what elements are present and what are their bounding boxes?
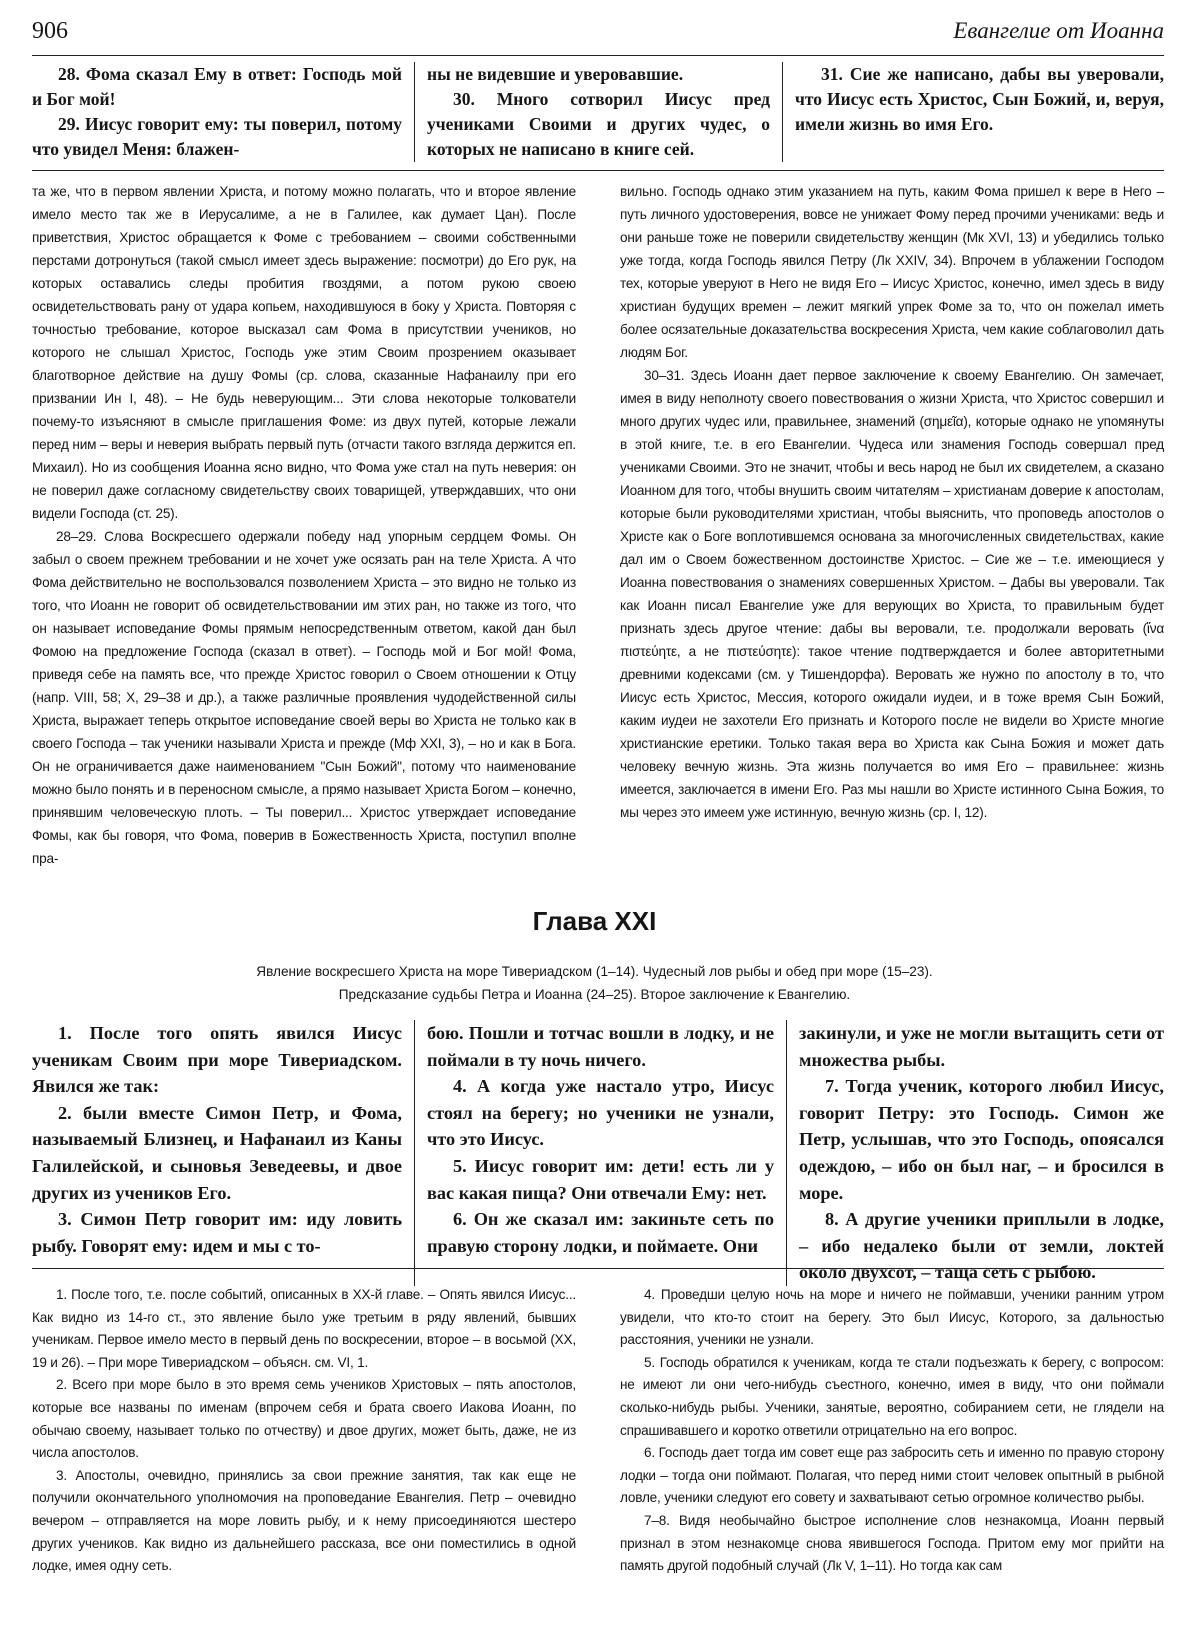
commentary-top (32, 180, 1164, 870)
verse-column-3 (786, 1020, 1164, 1286)
verse-7: 7. Тогда ученик, которого любил Иисус, говорит Петру: это Господь. Симон же Петр, услышав, что это Господь, опоясался одеждою, – ибо он был наг, – и бросился в море. (799, 1076, 1164, 1203)
verse-8: 8. А другие ученики приплыли в лодке, – ибо недалеко были от земли, локтей около двухсот, – таща сеть с рыбою. (799, 1209, 1164, 1283)
verse-3-continued: бою. Пошли и тотчас вошли в лодку, и не поймали в ту ночь ничего. (427, 1023, 774, 1070)
header-rule (32, 55, 1164, 56)
commentary-paragraph: 1. После того, т.е. после событий, описанных в XX-й главе. – Опять явился Иисус... Как видно из 14-го ст., это явление было уже третьим в ряду явлений, бывших ученикам. Первое имело место в первый день по воскресении, второе – в восьмой (XX, 19 и 26). – При море Тивериадском – объясн. см. VI, 1. (32, 1287, 576, 1370)
verse-column-1 (32, 1020, 414, 1286)
verse-column-2 (414, 62, 782, 162)
verse-column-2 (414, 1020, 786, 1286)
verse-column-1 (32, 62, 414, 162)
verse-30: 30. Много сотворил Иисус пред учениками Своими и других чудес, о которых не написано в книге сей. (427, 89, 770, 159)
commentary-paragraph: 7–8. Видя необычайно быстрое исполнение слов незнакомца, Иоанн первый признал в этом незнакомце снова явившегося Господа. Притом ему мог прийти на память другой подобный случай (Лк V, 1–11). Но тогда как сам (620, 1512, 1164, 1574)
verse-4: 4. А когда уже настало утро, Иисус стоял на берегу; но ученики не узнали, что это Иисус. (427, 1076, 774, 1150)
running-title: Евангелие от Иоанна (953, 18, 1164, 43)
commentary-top-left (32, 180, 576, 870)
commentary-paragraph: 5. Господь обратился к ученикам, когда те стали подъезжать к берегу, с вопросом: не имеют ли они чего-нибудь съестного, конечно, имея в виду, что они поймали сколько-нибудь рыбы. Ученики, занятые, вероятно, собиранием сети, не глядели на спрашивавшего и коротко ответили отрицательно на его вопрос. (620, 1354, 1164, 1438)
commentary-paragraph: 4. Проведши целую ночь на море и ничего не поймавши, ученики ранним утром увидели, что кто-то стоит на берегу. Это был Иисус, Которого, за дальностью расстояния, ученики не узнали. (620, 1287, 1164, 1348)
verse-6: 6. Он же сказал им: закиньте сеть по правую сторону лодки, и поймаете. Они (427, 1209, 774, 1256)
commentary-bottom-left (32, 1284, 576, 1578)
chapter-summary-line: Предсказание судьбы Петра и Иоанна (24–25). Второе заключение к Евангелию. (338, 987, 851, 1002)
verse-5: 5. Иисус говорит им: дети! есть ли у вас какая пища? Они отвечали Ему: нет. (427, 1155, 774, 1203)
commentary-paragraph: 2. Всего при море было в это время семь учеников Христовых – пять апостолов, которые все названы по именам (впрочем себя и брата своего Иакова Иоанн, по обычаю своему, называет только по отчеству) и двое других, может быть, даже, не из числа апостолов. (32, 1377, 576, 1461)
scripture-verses-top (32, 62, 1164, 162)
commentary-paragraph: 28–29. Слова Воскресшего одержали победу над упорным сердцем Фомы. Он забыл о своем прежнем требовании и не хочет уже осязать ран на теле Христа. А что Фома действительно не воспользовался позволением Христа – это видно не только из того, что Иоанн не говорит об освидетельствовании им этих ран, но также из того, что он называет исповедание Фомы прямым непосредственным ответом, какой дан был Фомою на предложение Господа (сказал в ответ). – Господь мой и Бог мой! Фома, приведя себе на память все, что прежде Христос говорил о Своем отношении к Отцу (напр. VIII, 58; X, 29–38 и др.), а также различные проявления чудодейственной силы Христа, выражает теперь открытое исповедание своей веры во Христа не только как в своего Господа – так ученики называли Христа и прежде (Мф XXI, 3), – но и как в Бога. Он не ограничивается даже наименованием "Сын Божий", потому что наименование можно было понять и в переносном смысле, а прямо называет Христа Богом – конечно, принявшим человеческую плоть. – Ты поверил... Христос утверждает исповедание Фомы, как бы говоря, что Фома, поверив в Божественность Христа, поступил вполне пра- (32, 529, 576, 866)
verse-6-continued: закинули, и уже не могли вытащить сети от множества рыбы. (799, 1023, 1164, 1070)
verse-31: 31. Сие же написано, дабы вы уверовали, что Иисус есть Христос, Сын Божий, и, веруя, имели жизнь во имя Его. (795, 64, 1164, 134)
scripture-verses-bottom (32, 1020, 1164, 1286)
commentary-paragraph: вильно. Господь однако этим указанием на путь, каким Фома пришел к вере в Него – путь личного удостоверения, вовсе не унижает Фому перед прочими учениками: ведь и они раньше тоже не поверили свидетельству женщин (Мк XVI, 13) и убедились только уже тогда, когда Господь явился Петру (Лк XXIV, 34). Впрочем в ублажении Господом тех, которые уверуют в Него не видя Его – Иисус Христос, конечно, имел здесь в виду христиан будущих времен – лежит мягкий упрек Фоме за то, что он пожелал иметь более осязательные доказательства воскресения Христа, чем какие соблаговолил дать людям Бог. (620, 184, 1164, 360)
verses-rule-bottom (32, 1268, 1164, 1269)
chapter-summary-line: Явление воскресшего Христа на море Тивериадском (1–14). Чудесный лов рыбы и обед при море (15–23). (256, 964, 933, 979)
commentary-paragraph: 6. Господь дает тогда им совет еще раз забросить сеть и именно по правую сторону лодки – тогда они поймают. Полагая, что перед ними стоит человек опытный в рыбной ловле, ученики следуют его совету и захватывают сетью огромное количество рыбы. (620, 1445, 1164, 1506)
commentary-bottom-right (620, 1284, 1164, 1578)
commentary-paragraph: 3. Апостолы, очевидно, принялись за свои прежние занятия, так как еще не получили окончательного уполномочия на проповедание Евангелия. Петр – очевидно вечером – отправляется на море ловить рыбу, и к нему присоединяются шестеро других учеников. Как видно из дальнейшего рассказа, все они поместились в одной лодке, имея одну сеть. (32, 1467, 576, 1574)
verses-rule-top (32, 170, 1164, 171)
verse-3: 3. Симон Петр говорит им: иду ловить рыбу. Говорят ему: идем и мы с то- (32, 1209, 402, 1256)
commentary-paragraph: та же, что в первом явлении Христа, и потому можно полагать, что и второе явление имело место так же в Иерусалиме, а не в Галилее, как думает Цан). После приветствия, Христос обращается к Фоме с требованием – своими собственными перстами дотронуться (такой смысл имеет здесь выражение: посмотри) до Его рук, на которых оставались следы пробития гвоздями, а потом рукою своею освидетельствовать рану от удара копьем, находившуюся в боку у Христа. Повторяя с точностью требование, которое высказал сам Фома в присутствии учеников, но которого не слышал Христос, Господь уже этим Своим прозрением оказывает благотворное действие на душу Фомы (ср. слова, сказанные Нафанаилу при его призвании Ин I, 48). – Не будь неверующим... Эти слова некоторые толкователи почему-то изъясняют в смысле приглашения Фоме: из двух путей, которые лежали перед ним – веры и неверия выбрать первый путь (отчасти такого взгляда держится еп. Михаил). Но из сообщения Иоанна ясно видно, что Фома уже стал на путь неверия: он не поверил даже согласному свидетельству своих товарищей, утверждавших, что они видели Господа (ст. 25). (32, 184, 576, 521)
page-number: 906 (32, 18, 68, 44)
verse-29: 29. Иисус говорит ему: ты поверил, потому что увидел Меня: блажен- (32, 114, 402, 159)
verse-2: 2. были вместе Симон Петр, и Фома, называемый Близнец, и Нафанаил из Каны Галилейской, и сыновья Зеведеевы, и двое других из учеников Его. (32, 1102, 402, 1203)
verse-28: 28. Фома сказал Ему в ответ: Господь мой и Бог мой! (32, 64, 402, 109)
commentary-bottom (32, 1284, 1164, 1578)
verse-column-3 (782, 62, 1164, 162)
verse-29-continued: ны не видевшие и уверовавшие. (427, 64, 684, 84)
chapter-summary (0, 960, 1189, 1006)
chapter-title: Глава XXI (532, 906, 657, 936)
verse-1: 1. После того опять явился Иисус ученикам Своим при море Тивериадском. Явился же так: (32, 1023, 402, 1097)
commentary-paragraph: 30–31. Здесь Иоанн дает первое заключение к своему Евангелию. Он замечает, имея в виду неполноту своего повествования о жизни Христа, что Христос совершил и много других чудес или, правильнее, знамений (σημεῖα), которые однако не упомянуты в этой книге, т.е. в его Евангелии. Чудеса или знамения Господь совершал пред учениками Своими. Это не значит, чтобы и весь народ не был их свидетелем, а сказано Иоанном для того, чтобы внушить своим читателям – христианам доверие к апостолам, которые были руководителями христиан, чтобы выяснить, что проповедь апостолов о Христе как о Боге воплотившемся основана за многочисленных свидетельствах, какие дал им о Своем божественном достоинстве Христос. – Сие же – т.е. имеющиеся у Иоанна повествования о знамениях совершенных Христом. – Дабы вы уверовали. Так как Иоанн писал Евангелие уже для верующих во Христа, то правильным будет признать здесь другое чтение: дабы вы веровали, т.е. продолжали веровать (ἵνα πιστεύητε, а не πιστεύσητε): такое чтение подтверждается и более авторитетными древними кодексами (см. у Тишендорфа). Веровать же нужно по апостолу в то, что Иисус есть Христос, Мессия, которого ожидали иудеи, и в тоже время Сын Божий, каким иудеи не захотели Его признать и Которого после не видели во Христе многие христианские еретики. Только такая вера во Христа как Сына Божия и может дать человеку вечную жизнь. Эта жизнь получается во имя Его – правильнее: жизнь имеется, заключается в имени Его. Раз мы нашли во Христе истинного Сына Божия, то мы через это имеем уже истинную, вечную жизнь (ср. I, 12). (620, 368, 1164, 820)
commentary-top-right (620, 180, 1164, 870)
page-header (32, 18, 1164, 52)
